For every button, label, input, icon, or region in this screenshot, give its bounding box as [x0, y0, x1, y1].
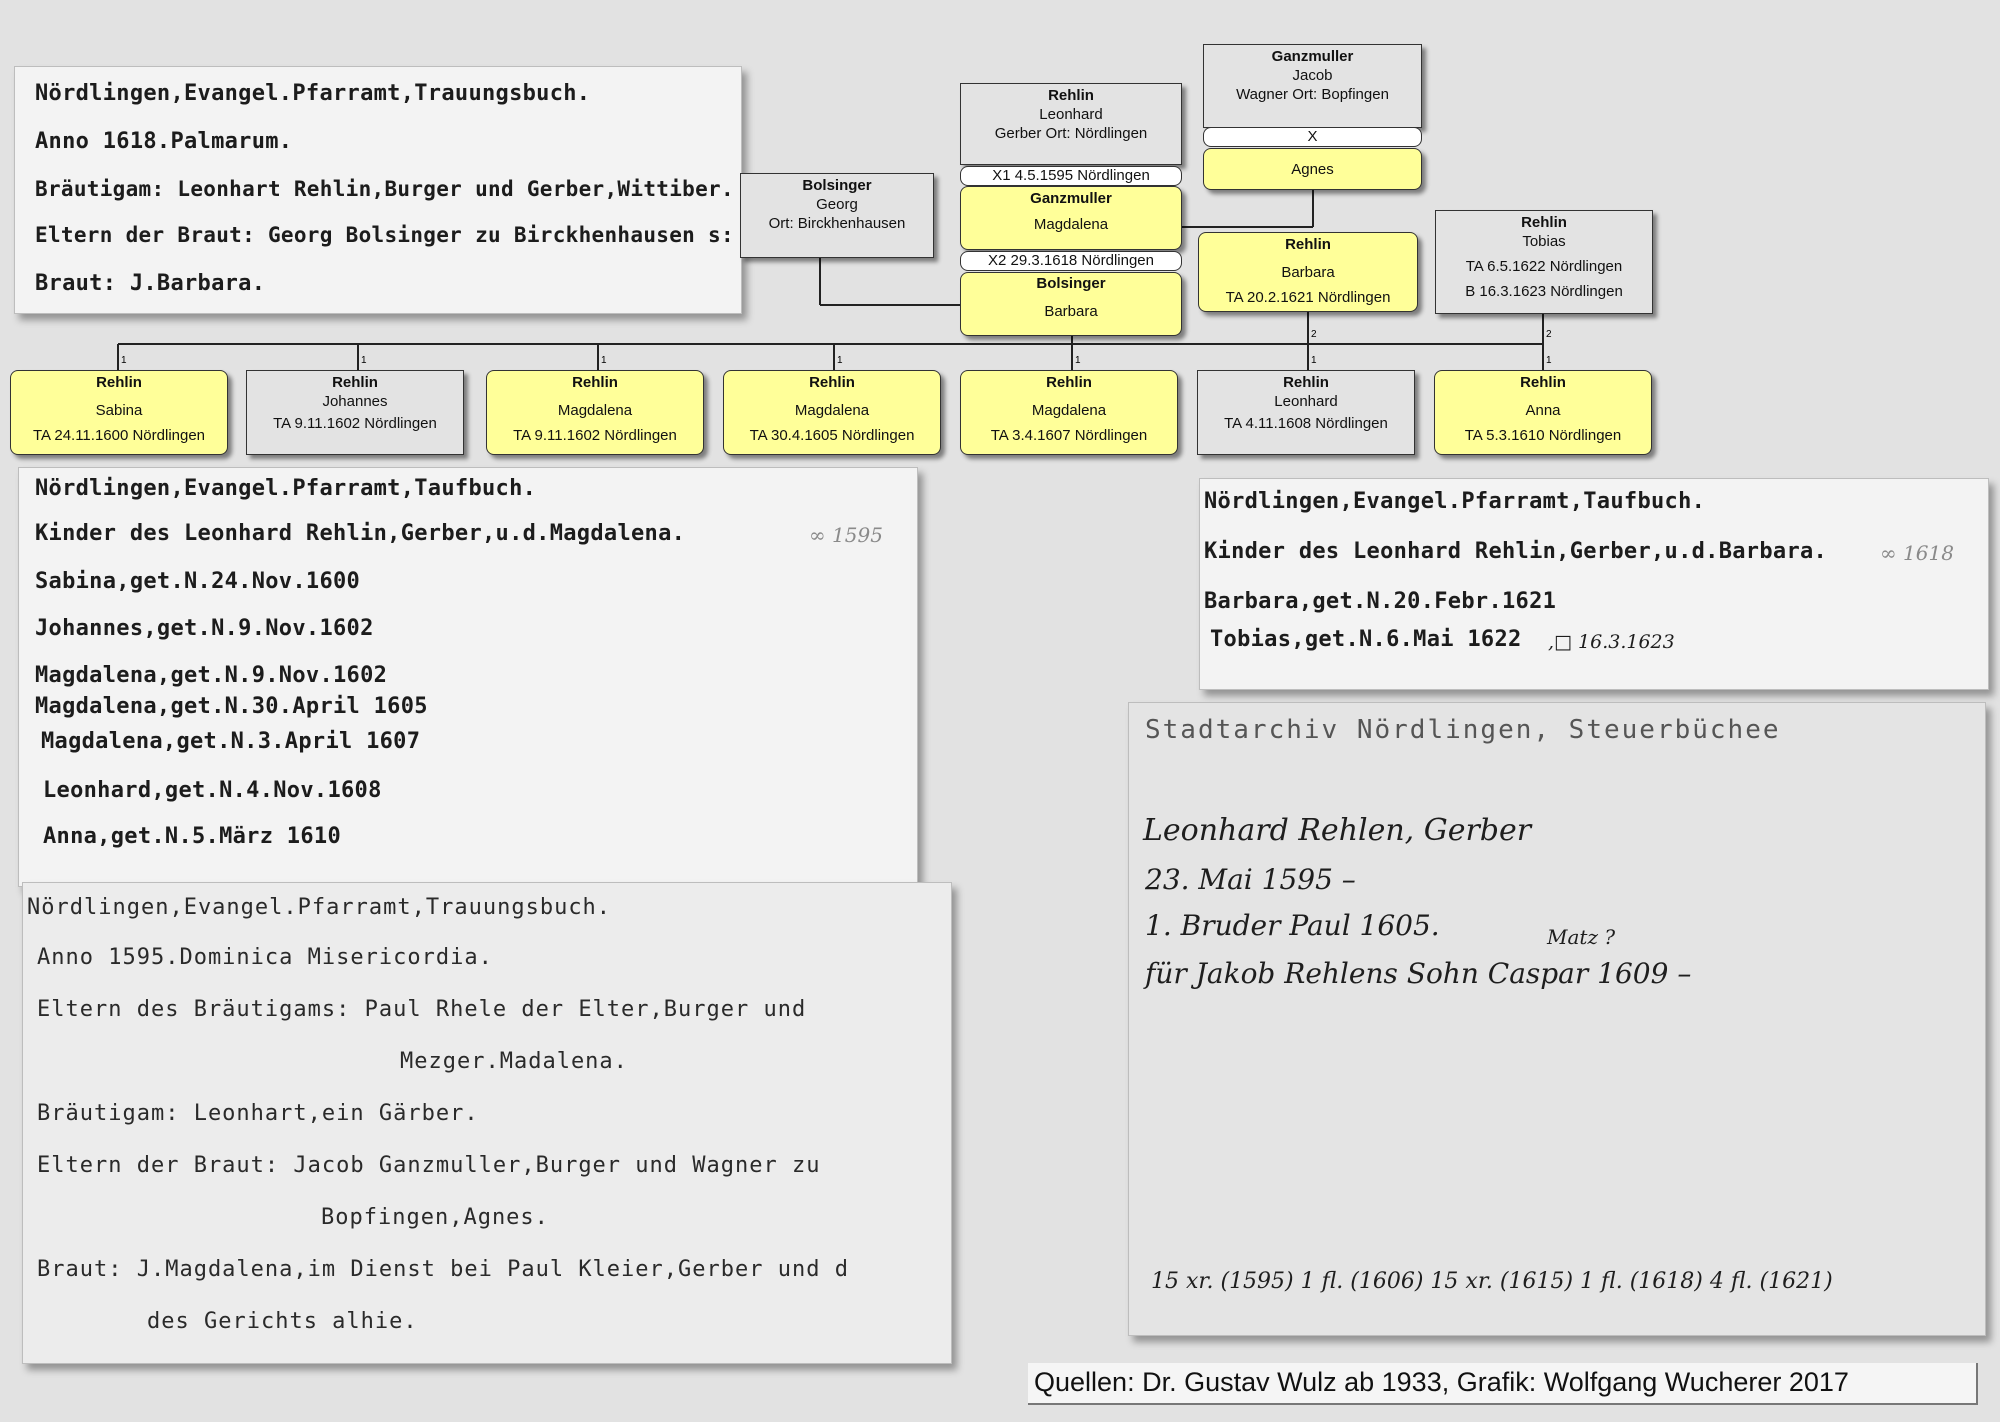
marriage-label-x1: X1 4.5.1595 Nördlingen: [960, 166, 1182, 186]
handwritten-line: Leonhard Rehlen, Gerber: [1143, 813, 1532, 848]
person-detail: Wagner Ort: Bopfingen: [1236, 86, 1389, 103]
marriage-year-note: ∞ 1618: [1880, 541, 1954, 565]
surname: Rehlin: [1048, 87, 1094, 104]
person-detail: TA 30.4.1605 Nördlingen: [749, 427, 915, 444]
card-line: Kinder des Leonhard Rehlin,Gerber,u.d.Barbara.: [1204, 539, 1828, 564]
person-detail: TA 9.11.1602 Nördlingen: [513, 427, 677, 444]
given-name: Barbara: [1044, 303, 1098, 320]
person-detail: Ort: Birckhenhausen: [768, 215, 906, 232]
card-line: Anno 1595.Dominica Misericordia.: [37, 945, 493, 970]
person-box-barbara-bolsinger[interactable]: [960, 272, 1182, 336]
given-name: Magdalena: [1033, 216, 1109, 233]
person-detail: B 16.3.1623 Nördlingen: [1465, 283, 1623, 300]
marriage-year-note: ∞ 1595: [809, 523, 883, 547]
person-detail: TA 3.4.1607 Nördlingen: [990, 427, 1148, 444]
card-line: Nördlingen,Evangel.Pfarramt,Trauungsbuch.: [27, 895, 612, 920]
person-box-barbara-rehlin[interactable]: [1198, 232, 1418, 312]
surname: Ganzmuller: [1030, 190, 1112, 207]
marriage-number: 1: [1546, 355, 1552, 366]
handwritten-line: 1. Bruder Paul 1605.: [1145, 909, 1440, 942]
marriage-number: 1: [121, 355, 127, 366]
card-line: Magdalena,get.N.30.April 1605: [35, 694, 428, 719]
card-line: Barbara,get.N.20.Febr.1621: [1204, 589, 1557, 614]
surname: Rehlin: [332, 374, 378, 391]
person-box-georg-bolsinger[interactable]: [740, 173, 934, 258]
surname: Rehlin: [1521, 214, 1567, 231]
given-name: Magdalena: [794, 402, 870, 419]
person-detail: TA 6.5.1622 Nördlingen: [1465, 258, 1623, 275]
handwritten-note: Matz ?: [1547, 925, 1616, 949]
handwritten-line: 23. Mai 1595 –: [1145, 863, 1356, 896]
person-detail: TA 9.11.1602 Nördlingen: [273, 415, 437, 432]
person-detail: TA 20.2.1621 Nördlingen: [1225, 289, 1391, 306]
card-line: Braut: J.Magdalena,im Dienst bei Paul Kleier,Gerber und d: [37, 1257, 849, 1282]
person-box-child[interactable]: [1197, 370, 1415, 455]
person-box-magdalena-ganzmuller[interactable]: [960, 186, 1182, 250]
card-line: Anno 1618.Palmarum.: [35, 129, 293, 154]
marriage-number: 1: [1075, 355, 1081, 366]
marriage-number: 2: [1311, 329, 1317, 340]
card-line: Johannes,get.N.9.Nov.1602: [35, 616, 374, 641]
card-line: Nördlingen,Evangel.Pfarramt,Trauungsbuch.: [35, 81, 591, 106]
card-line: Kinder des Leonhard Rehlin,Gerber,u.d.Magdalena.: [35, 521, 686, 546]
card-line: Magdalena,get.N.9.Nov.1602: [35, 663, 388, 688]
card-line: Magdalena,get.N.3.April 1607: [41, 729, 421, 754]
card-line: Nördlingen,Evangel.Pfarramt,Taufbuch.: [1204, 489, 1706, 514]
given-name: Barbara: [1281, 264, 1335, 281]
person-box-child[interactable]: [960, 370, 1178, 455]
surname: Rehlin: [1520, 374, 1566, 391]
person-box-child[interactable]: [486, 370, 704, 455]
card-line: Mezger.Madalena.: [400, 1049, 628, 1074]
surname: Bolsinger: [802, 177, 872, 194]
given-name: Anna: [1525, 402, 1561, 419]
given-name: Jacob: [1292, 67, 1333, 84]
marriage-number: 1: [361, 355, 367, 366]
card-header: Stadtarchiv Nördlingen, Steuerbüchee: [1145, 715, 1781, 745]
card-line: Bopfingen,Agnes.: [321, 1205, 549, 1230]
person-detail: TA 5.3.1610 Nördlingen: [1464, 427, 1622, 444]
given-name: Leonhard: [1039, 106, 1103, 123]
surname: Rehlin: [809, 374, 855, 391]
marriage-marker: X: [1203, 127, 1422, 147]
surname: Ganzmuller: [1271, 48, 1354, 65]
person-box-child[interactable]: [723, 370, 941, 455]
death-note: ,□ 16.3.1623: [1548, 631, 1675, 653]
person-box-jacob-ganzmuller[interactable]: [1203, 44, 1422, 128]
surname: Rehlin: [1046, 374, 1092, 391]
card-line: Nördlingen,Evangel.Pfarramt,Taufbuch.: [35, 476, 537, 501]
handwritten-tax-line: 15 xr. (1595) 1 fl. (1606) 15 xr. (1615) 1 fl. (1618) 4 fl. (1621): [1151, 1269, 1833, 1294]
person-detail: TA 4.11.1608 Nördlingen: [1224, 415, 1388, 432]
card-line: des Gerichts alhie.: [147, 1309, 418, 1334]
card-line: Braut: J.Barbara.: [35, 271, 266, 296]
surname: Rehlin: [96, 374, 142, 391]
given-name: Johannes: [322, 393, 388, 410]
surname: Rehlin: [572, 374, 618, 391]
person-box-leonhard-rehlin[interactable]: [960, 83, 1182, 165]
person-box-tobias-rehlin[interactable]: [1435, 210, 1653, 314]
surname: Bolsinger: [1036, 275, 1106, 292]
card-line: Eltern des Bräutigams: Paul Rhele der Elter,Burger und: [37, 997, 807, 1022]
marriage-number: 2: [1546, 329, 1552, 340]
marriage-label-x2: X2 29.3.1618 Nördlingen: [960, 251, 1182, 271]
given-name: Sabina: [95, 402, 143, 419]
marriage-number: 1: [837, 355, 843, 366]
card-line: Leonhard,get.N.4.Nov.1608: [43, 778, 382, 803]
card-line: Bräutigam: Leonhart,ein Gärber.: [37, 1101, 479, 1126]
person-box-agnes[interactable]: [1203, 148, 1422, 190]
sources-text: Quellen: Dr. Gustav Wulz ab 1933, Grafik: Wolfgang Wucherer 2017: [1034, 1367, 1849, 1397]
marriage-number: 1: [601, 355, 607, 366]
given-name: Magdalena: [1031, 402, 1107, 419]
person-box-child[interactable]: [1434, 370, 1652, 455]
card-line: Anna,get.N.5.März 1610: [43, 824, 341, 849]
person-detail: TA 24.11.1600 Nördlingen: [32, 427, 206, 444]
surname: Rehlin: [1285, 236, 1331, 253]
card-line: Tobias,get.N.6.Mai 1622: [1210, 627, 1522, 652]
person-box-child[interactable]: [246, 370, 464, 455]
handwritten-line: für Jakob Rehlens Sohn Caspar 1609 –: [1145, 957, 1692, 990]
person-box-child[interactable]: [10, 370, 228, 455]
given-name: Agnes: [1291, 161, 1334, 178]
person-detail: Gerber Ort: Nördlingen: [994, 125, 1148, 142]
card-line: Sabina,get.N.24.Nov.1600: [35, 569, 361, 594]
given-name: Leonhard: [1274, 393, 1338, 410]
card-line: Bräutigam: Leonhart Rehlin,Burger und Gerber,Wittiber.: [35, 177, 734, 201]
given-name: Magdalena: [557, 402, 633, 419]
given-name: Georg: [816, 196, 858, 213]
marriage-number: 1: [1311, 355, 1317, 366]
sources-footer: [1028, 1363, 1978, 1405]
surname: Rehlin: [1283, 374, 1329, 391]
card-line: Eltern der Braut: Jacob Ganzmuller,Burger und Wagner zu: [37, 1153, 821, 1178]
given-name: Tobias: [1522, 233, 1566, 250]
card-line: Eltern der Braut: Georg Bolsinger zu Birckhenhausen s:: [35, 223, 734, 247]
